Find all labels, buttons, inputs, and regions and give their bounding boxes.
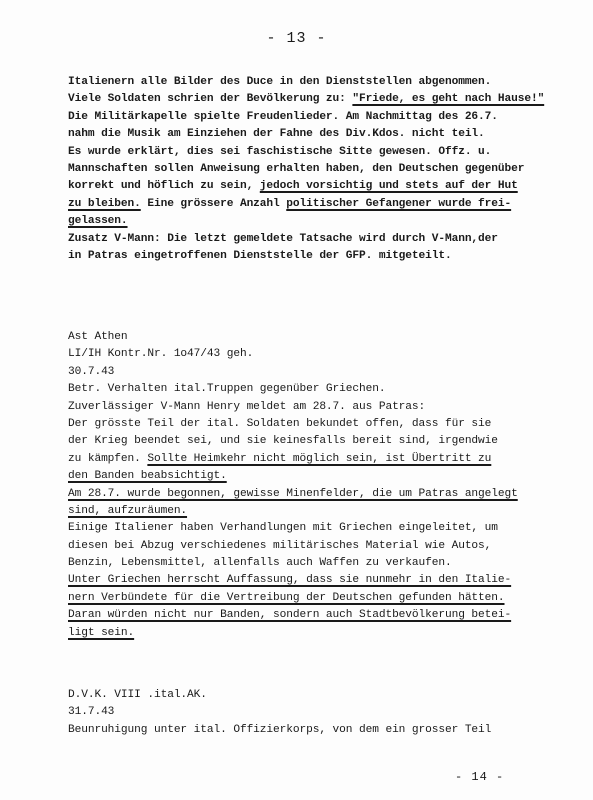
text-line xyxy=(68,468,568,485)
text-line: Italienern alle Bilder des Duce in den Dienststellen abgenommen. xyxy=(68,76,492,88)
underlined-text: gelassen. xyxy=(68,215,128,228)
page-number-top: - 13 - xyxy=(266,30,327,47)
report-section-ast-athen xyxy=(68,329,568,642)
text-line xyxy=(68,625,568,642)
sender-line: Ast Athen xyxy=(68,331,128,343)
text-line xyxy=(68,590,568,607)
text-segment: Viele Soldaten schrien der Bevölkerung zu: xyxy=(68,93,353,106)
underlined-text: Am 28.7. wurde begonnen, gewisse Minenfelder, die um Patras angelegt xyxy=(68,487,518,500)
date-line: 30.7.43 xyxy=(68,365,115,378)
text-line xyxy=(68,178,568,195)
text-line xyxy=(68,503,568,520)
text-line xyxy=(68,91,568,108)
text-line: nahm die Musik am Einziehen der Fahne des Div.Kdos. nicht teil. xyxy=(68,128,485,141)
date-line: 31.7.43 xyxy=(68,706,115,719)
text-line: Der grösste Teil der ital. Soldaten bekundet offen, dass für sie xyxy=(68,417,492,430)
text-line: Benzin, Lebensmittel, allenfalls auch Waffen zu verkaufen. xyxy=(68,557,452,570)
text-line xyxy=(68,572,568,589)
underlined-text: ligt sein. xyxy=(68,626,135,639)
reference-line: LI/IH Kontr.Nr. 1o47/43 geh. xyxy=(68,348,254,361)
report-section-continuation xyxy=(68,74,568,265)
text-line: diesen bei Abzug verschiedenes militärisches Material wie Autos, xyxy=(68,539,492,552)
text-segment: zu kämpfen. xyxy=(68,452,148,465)
underlined-text: jedoch vorsichtig und stets auf der Hut xyxy=(259,180,518,193)
underlined-text: Unter Griechen herrscht Auffassung, dass sie nunmehr in den Italie- xyxy=(68,574,512,587)
text-line xyxy=(68,607,568,624)
text-line: Es wurde erklärt, dies sei faschistische Sitte gewesen. Offz. u. xyxy=(68,145,492,158)
underlined-text: Sollte Heimkehr nicht möglich sein, ist Übertritt zu xyxy=(147,452,492,465)
underlined-text: zu bleiben. xyxy=(68,197,141,210)
text-segment: Eine grössere Anzahl xyxy=(140,197,287,210)
text-line: der Krieg beendet sei, und sie keinesfalls bereit sind, irgendwie xyxy=(68,435,498,448)
text-line: Mannschaften sollen Anweisung erhalten haben, den Deutschen gegenüber xyxy=(68,162,525,175)
text-line xyxy=(68,486,568,503)
sender-line: D.V.K. VIII .ital.AK. xyxy=(68,689,207,701)
underlined-text: nern Verbündete für die Vertreibung der Deutschen gefunden hätten. xyxy=(68,591,505,604)
text-line: in Patras eingetroffenen Dienststelle der GFP. mitgeteilt. xyxy=(68,249,452,262)
text-line xyxy=(68,451,568,468)
text-line: Die Militärkapelle spielte Freudenlieder. Am Nachmittag des 26.7. xyxy=(68,110,498,123)
underlined-quote: "Friede, es geht nach Hause!" xyxy=(352,93,545,106)
text-line xyxy=(68,196,568,213)
underlined-text: Daran würden nicht nur Banden, sondern auch Stadtbevölkerung betei- xyxy=(68,609,512,622)
text-segment: korrekt und höflich zu sein, xyxy=(68,180,260,193)
text-line: Zuverlässiger V-Mann Henry meldet am 28.7. aus Patras: xyxy=(68,400,426,413)
text-line xyxy=(68,213,568,230)
text-line: Zusatz V-Mann: Die letzt gemeldete Tatsache wird durch V-Mann,der xyxy=(68,232,498,245)
text-line: Einige Italiener haben Verhandlungen mit Griechen eingeleitet, um xyxy=(68,522,498,535)
underlined-text: politischer Gefangener wurde frei- xyxy=(286,197,512,210)
text-line: Beunruhigung unter ital. Offizierkorps, von dem ein grosser Teil xyxy=(68,723,492,736)
underlined-text: sind, aufzuräumen. xyxy=(68,504,188,517)
page-number-bottom: - 14 - xyxy=(455,770,505,784)
report-section-dvk xyxy=(68,687,568,739)
underlined-text: den Banden beabsichtigt. xyxy=(68,470,227,483)
subject-line: Betr. Verhalten ital.Truppen gegenüber Griechen. xyxy=(68,383,386,396)
